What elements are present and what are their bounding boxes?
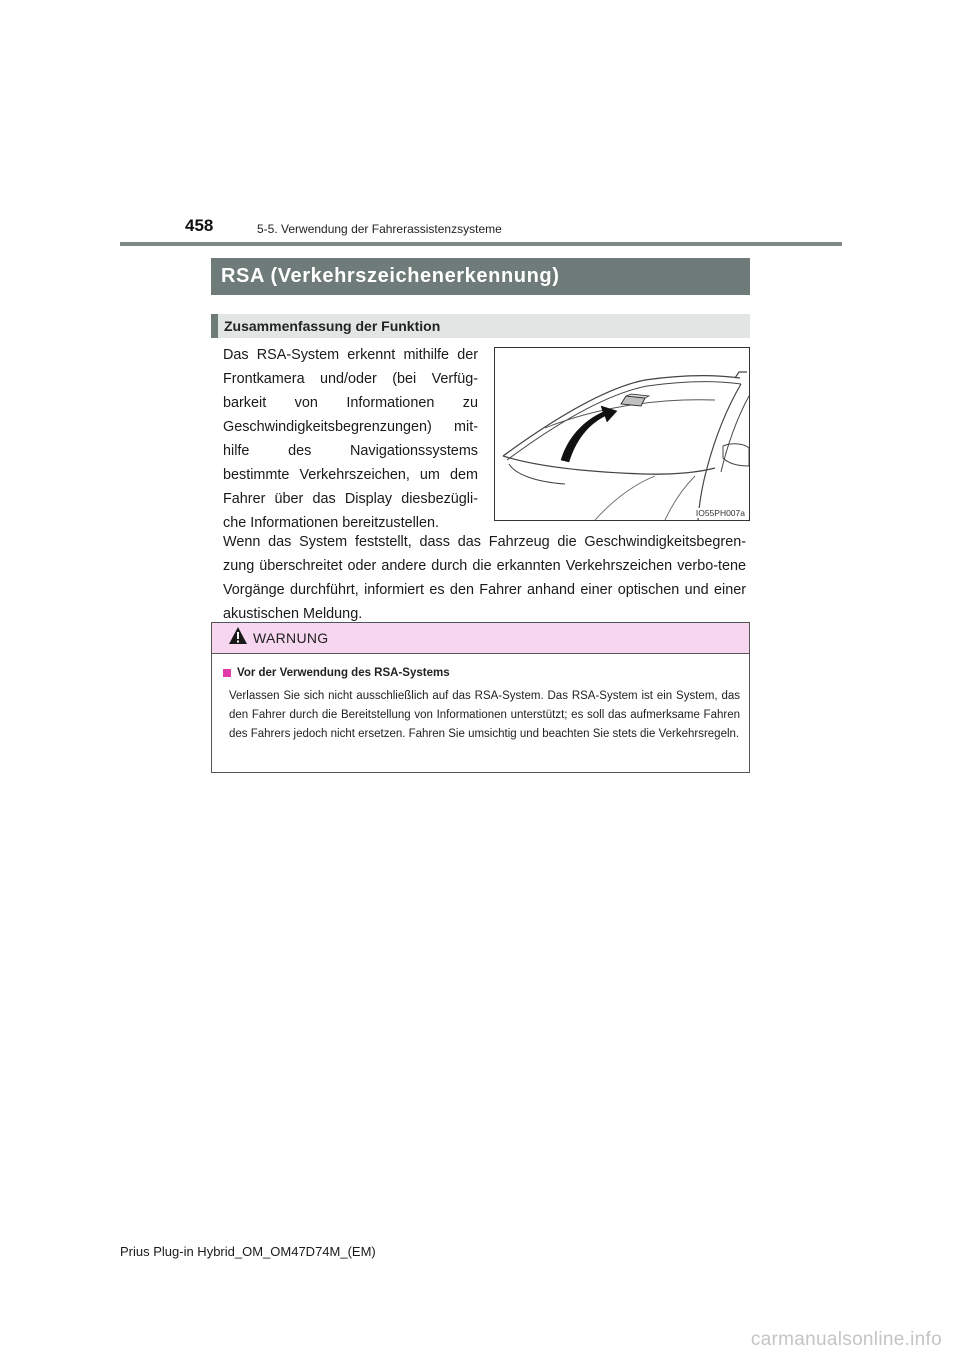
warning-triangle-icon <box>228 626 248 646</box>
page-number: 458 <box>185 216 214 235</box>
page-title: RSA (Verkehrszeichenerkennung) <box>221 265 560 287</box>
figure-illustration <box>494 347 750 521</box>
warning-label: WARNUNG <box>253 630 329 646</box>
body-paragraph: Wenn das System feststellt, dass das Fahrzeug die Geschwindigkeitsbegren-zung überschreitet oder andere durch die erkannten Verkehrszeichen verbo-tene Vorgänge durchführt, informiert es den Fahrer anhand einer optischen und einer akustischen Meldung. <box>223 534 746 622</box>
subheading: Zusammenfassung der Funktion <box>224 318 441 334</box>
intro-paragraph: Das RSA-System erkennt mithilfe der Frontkamera und/oder (bei Verfüg-barkeit von Informationen zu Geschwindigkeitsbegrenzungen) mit-hilfe des Navigationssystems bestimmte Verkehrszeichen, um dem Fahrer über das Display diesbezügli-che Informationen bereitzustellen. <box>223 347 478 531</box>
footer-document-id: Prius Plug-in Hybrid_OM_OM47D74M_(EM) <box>120 1244 376 1259</box>
warning-text: Verlassen Sie sich nicht ausschließlich auf das RSA-System. Das RSA-System ist ein System, das den Fahrer durch die Bereitstellung von Informationen unterstützt; es soll das aufmerksame Fahren des Fahrers jedoch nicht ersetzen. Fahren Sie umsichtig und beachten Sie stets die Verkehrsregeln. <box>229 690 740 740</box>
warning-box <box>211 622 750 773</box>
section-path: 5-5. Verwendung der Fahrerassistenzsysteme <box>257 222 502 236</box>
warning-item-title-text: Vor der Verwendung des RSA-Systems <box>237 667 450 679</box>
watermark: carmanualsonline.info <box>750 1329 942 1350</box>
subheading-bar <box>211 314 750 338</box>
windshield-camera-icon <box>495 348 749 520</box>
warning-header <box>212 623 749 654</box>
figure-caption: IO55PH007a <box>695 508 745 518</box>
warning-item-title <box>223 667 450 679</box>
bullet-square-icon <box>223 669 231 677</box>
header-rule <box>120 242 842 246</box>
section-title-bar <box>211 258 750 295</box>
